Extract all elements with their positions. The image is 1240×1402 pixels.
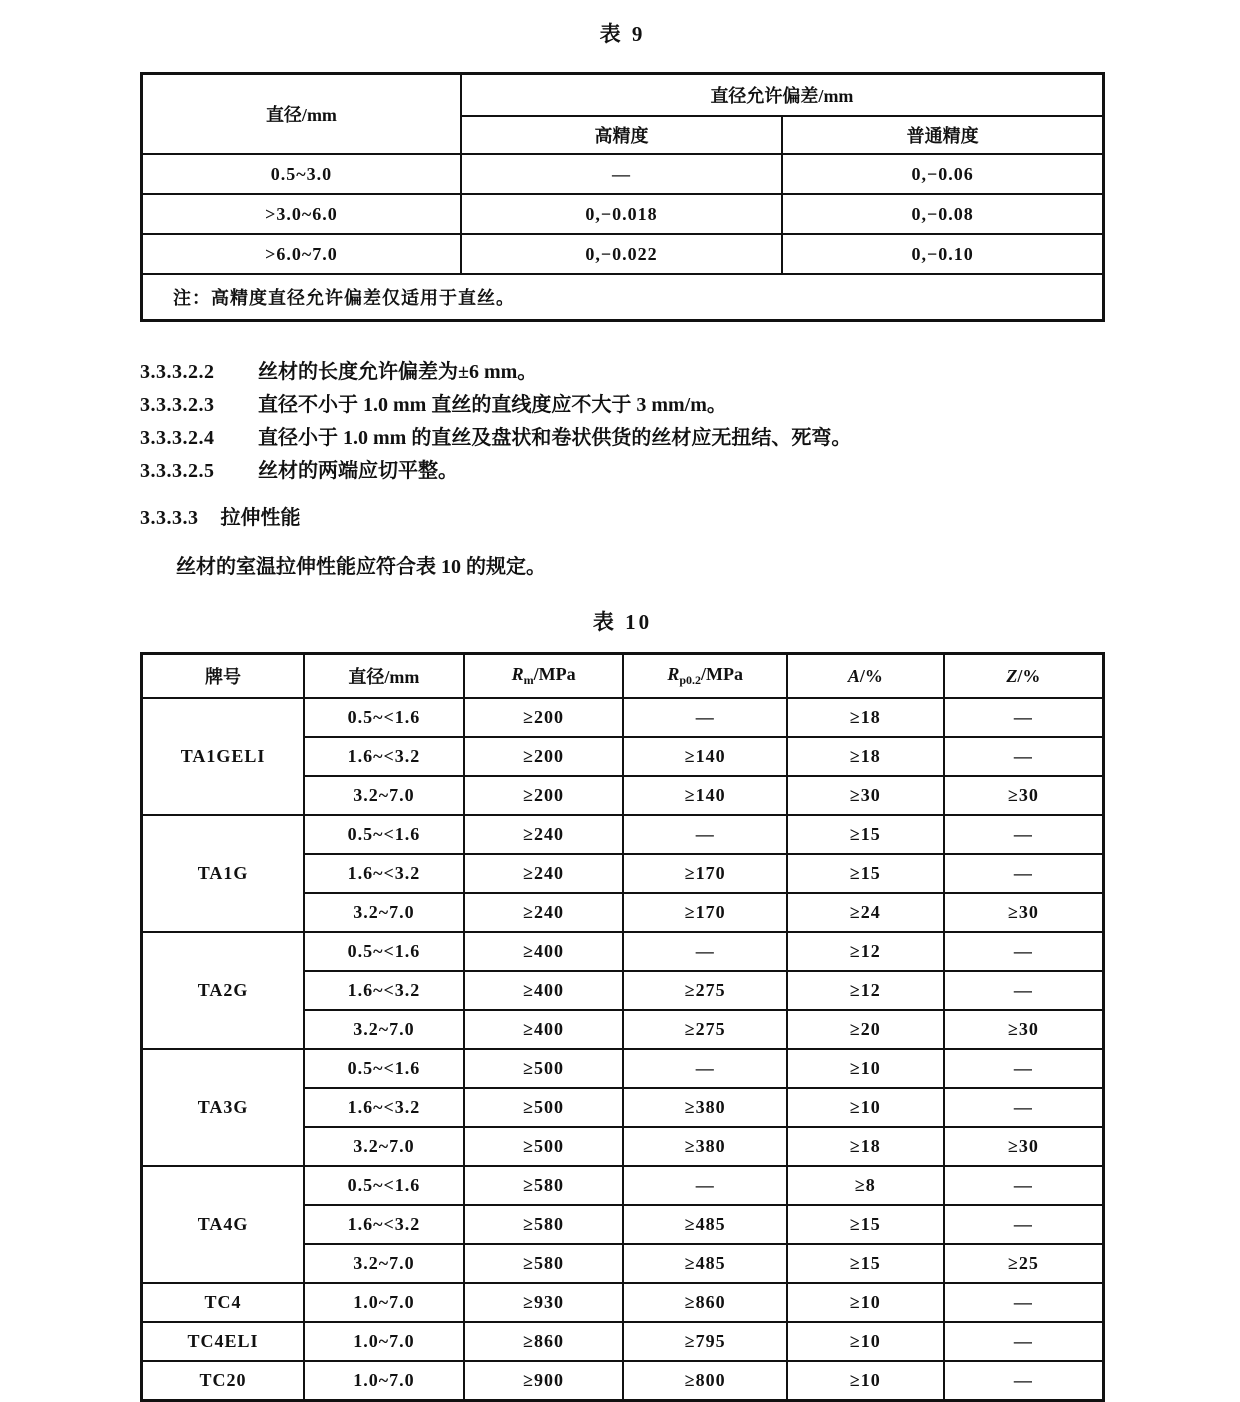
value-cell: ≥18 — [787, 698, 944, 737]
value-cell: ≥30 — [944, 1010, 1104, 1049]
normal-precision-cell: 0,−0.10 — [782, 234, 1103, 274]
heading-number: 3.3.3.3 — [140, 507, 199, 529]
value-cell: ≥400 — [464, 932, 624, 971]
table9-header-diameter: 直径/mm — [142, 74, 461, 155]
diameter-cell: 1.6~<3.2 — [304, 737, 464, 776]
diameter-cell: 1.6~<3.2 — [304, 971, 464, 1010]
high-precision-cell: 0,−0.018 — [461, 194, 782, 234]
value-cell: ≥200 — [464, 776, 624, 815]
table9-note — [142, 274, 1104, 321]
value-cell: ≥930 — [464, 1283, 624, 1322]
value-cell: ≥10 — [787, 1322, 944, 1361]
diameter-cell: 1.6~<3.2 — [304, 1088, 464, 1127]
value-cell: ≥400 — [464, 1010, 624, 1049]
diameter-cell: 0.5~<1.6 — [304, 698, 464, 737]
value-cell: ≥170 — [623, 854, 787, 893]
clause-number: 3.3.3.2.5 — [140, 460, 215, 482]
value-cell: — — [623, 698, 787, 737]
high-precision-cell: 0,−0.022 — [461, 234, 782, 274]
table-row — [142, 1361, 1104, 1401]
diameter-cell: 0.5~<1.6 — [304, 1049, 464, 1088]
note-label: 注： — [173, 288, 211, 308]
table10-header-reduction: Z/% — [944, 654, 1104, 699]
table-row — [142, 698, 1104, 737]
table10-title: 表 10 — [592, 610, 653, 634]
value-cell: ≥500 — [464, 1127, 624, 1166]
clause-text: 直径小于 1.0 mm 的直丝及盘状和卷状供货的丝材应无扭结、死弯。 — [258, 427, 852, 449]
grade-cell: TA1G — [142, 815, 305, 932]
value-cell: ≥170 — [623, 893, 787, 932]
diameter-cell: 1.0~7.0 — [304, 1283, 464, 1322]
diameter-cell: 3.2~7.0 — [304, 1010, 464, 1049]
normal-precision-cell: 0,−0.08 — [782, 194, 1103, 234]
table-row — [142, 1283, 1104, 1322]
table10-header-diameter: 直径/mm — [304, 654, 464, 699]
clause-3.3.3.2.4 — [140, 422, 1105, 455]
value-cell: — — [623, 1049, 787, 1088]
diameter-cell: 0.5~<1.6 — [304, 1166, 464, 1205]
grade-cell: TC4ELI — [142, 1322, 305, 1361]
value-cell: — — [944, 1049, 1104, 1088]
diameter-cell: 0.5~3.0 — [142, 154, 461, 194]
intro-paragraph: 丝材的室温拉伸性能应符合表 10 的规定。 — [176, 556, 546, 578]
diameter-cell: 1.6~<3.2 — [304, 854, 464, 893]
diameter-cell: 3.2~7.0 — [304, 776, 464, 815]
clause-text: 丝材的长度允许偏差为±6 mm。 — [258, 361, 538, 383]
value-cell: — — [944, 1205, 1104, 1244]
diameter-cell: 1.0~7.0 — [304, 1361, 464, 1401]
clause-text: 丝材的两端应切平整。 — [258, 460, 458, 482]
value-cell: — — [944, 698, 1104, 737]
value-cell: ≥860 — [464, 1322, 624, 1361]
value-cell: ≥275 — [623, 971, 787, 1010]
value-cell: ≥12 — [787, 971, 944, 1010]
value-cell: ≥30 — [787, 776, 944, 815]
value-cell: ≥860 — [623, 1283, 787, 1322]
diameter-cell: 3.2~7.0 — [304, 893, 464, 932]
diameter-cell: 3.2~7.0 — [304, 1127, 464, 1166]
value-cell: — — [944, 971, 1104, 1010]
value-cell: ≥18 — [787, 737, 944, 776]
diameter-cell: 1.0~7.0 — [304, 1322, 464, 1361]
value-cell: — — [944, 932, 1104, 971]
value-cell: ≥380 — [623, 1127, 787, 1166]
table-row — [142, 1166, 1104, 1205]
value-cell: — — [944, 737, 1104, 776]
value-cell: ≥500 — [464, 1088, 624, 1127]
value-cell: — — [944, 1361, 1104, 1401]
normal-precision-cell: 0,−0.06 — [782, 154, 1103, 194]
value-cell: ≥140 — [623, 776, 787, 815]
diameter-cell: 0.5~<1.6 — [304, 932, 464, 971]
table10-header-elongation: A/% — [787, 654, 944, 699]
grade-cell: TA4G — [142, 1166, 305, 1283]
table-row — [142, 1049, 1104, 1088]
table-row — [142, 234, 1104, 274]
value-cell: ≥275 — [623, 1010, 787, 1049]
value-cell: — — [944, 1088, 1104, 1127]
value-cell: ≥795 — [623, 1322, 787, 1361]
diameter-cell: 3.2~7.0 — [304, 1244, 464, 1283]
high-precision-cell: — — [461, 154, 782, 194]
value-cell: ≥10 — [787, 1049, 944, 1088]
clause-number: 3.3.3.2.4 — [140, 427, 215, 449]
value-cell: ≥140 — [623, 737, 787, 776]
clause-number: 3.3.3.2.3 — [140, 394, 215, 416]
value-cell: — — [944, 1322, 1104, 1361]
value-cell: ≥380 — [623, 1088, 787, 1127]
value-cell: — — [944, 1283, 1104, 1322]
table-row — [142, 1322, 1104, 1361]
value-cell: — — [944, 854, 1104, 893]
table-row — [142, 932, 1104, 971]
value-cell: ≥400 — [464, 971, 624, 1010]
value-cell: ≥10 — [787, 1283, 944, 1322]
value-cell: ≥200 — [464, 698, 624, 737]
value-cell: ≥15 — [787, 854, 944, 893]
value-cell: ≥15 — [787, 815, 944, 854]
value-cell: — — [623, 932, 787, 971]
table9-header-deviation: 直径允许偏差/mm — [461, 74, 1104, 117]
section-heading — [140, 501, 1105, 535]
value-cell: ≥240 — [464, 893, 624, 932]
value-cell: ≥30 — [944, 776, 1104, 815]
grade-cell: TC20 — [142, 1361, 305, 1401]
table-row — [142, 154, 1104, 194]
value-cell: ≥900 — [464, 1361, 624, 1401]
value-cell: ≥485 — [623, 1205, 787, 1244]
table10-header-rm: $R_m$/MPa — [464, 654, 624, 699]
clause-3.3.3.2.5 — [140, 455, 1105, 488]
grade-cell: TA2G — [142, 932, 305, 1049]
note-text: 高精度直径允许偏差仅适用于直丝。 — [211, 288, 515, 308]
value-cell: ≥240 — [464, 815, 624, 854]
value-cell: ≥20 — [787, 1010, 944, 1049]
value-cell: ≥15 — [787, 1205, 944, 1244]
value-cell: ≥25 — [944, 1244, 1104, 1283]
value-cell: ≥30 — [944, 1127, 1104, 1166]
table10-header-rp02: $R_{p0.2}$/MPa — [623, 654, 787, 699]
clause-3.3.3.2.2 — [140, 356, 1105, 389]
diameter-cell: >3.0~6.0 — [142, 194, 461, 234]
clause-list — [140, 356, 1105, 488]
value-cell: ≥580 — [464, 1205, 624, 1244]
grade-cell: TA1GELI — [142, 698, 305, 815]
value-cell: ≥240 — [464, 854, 624, 893]
clause-number: 3.3.3.2.2 — [140, 361, 215, 383]
table-row — [142, 815, 1104, 854]
table9-title: 表 9 — [599, 22, 646, 46]
diameter-cell: 0.5~<1.6 — [304, 815, 464, 854]
table9-header-high-precision: 高精度 — [461, 116, 782, 154]
table9-header-normal-precision: 普通精度 — [782, 116, 1103, 154]
value-cell: ≥30 — [944, 893, 1104, 932]
value-cell: ≥10 — [787, 1361, 944, 1401]
value-cell: ≥580 — [464, 1244, 624, 1283]
value-cell: ≥24 — [787, 893, 944, 932]
clause-text: 直径不小于 1.0 mm 直丝的直线度应不大于 3 mm/m。 — [258, 394, 727, 416]
table-row — [142, 194, 1104, 234]
diameter-cell: >6.0~7.0 — [142, 234, 461, 274]
table10-header-grade: 牌号 — [142, 654, 305, 699]
heading-text: 拉伸性能 — [220, 507, 301, 529]
note-row — [142, 274, 1104, 321]
value-cell: ≥200 — [464, 737, 624, 776]
value-cell: ≥800 — [623, 1361, 787, 1401]
value-cell: — — [944, 1166, 1104, 1205]
value-cell: ≥18 — [787, 1127, 944, 1166]
value-cell: ≥12 — [787, 932, 944, 971]
value-cell: — — [623, 1166, 787, 1205]
grade-cell: TA3G — [142, 1049, 305, 1166]
value-cell: ≥15 — [787, 1244, 944, 1283]
value-cell: ≥10 — [787, 1088, 944, 1127]
value-cell: — — [944, 815, 1104, 854]
value-cell: ≥8 — [787, 1166, 944, 1205]
value-cell: ≥500 — [464, 1049, 624, 1088]
grade-cell: TC4 — [142, 1283, 305, 1322]
value-cell: ≥485 — [623, 1244, 787, 1283]
value-cell: ≥580 — [464, 1166, 624, 1205]
table10 — [140, 652, 1105, 1402]
value-cell: — — [623, 815, 787, 854]
clause-3.3.3.2.3 — [140, 389, 1105, 422]
table9 — [140, 72, 1105, 322]
diameter-cell: 1.6~<3.2 — [304, 1205, 464, 1244]
